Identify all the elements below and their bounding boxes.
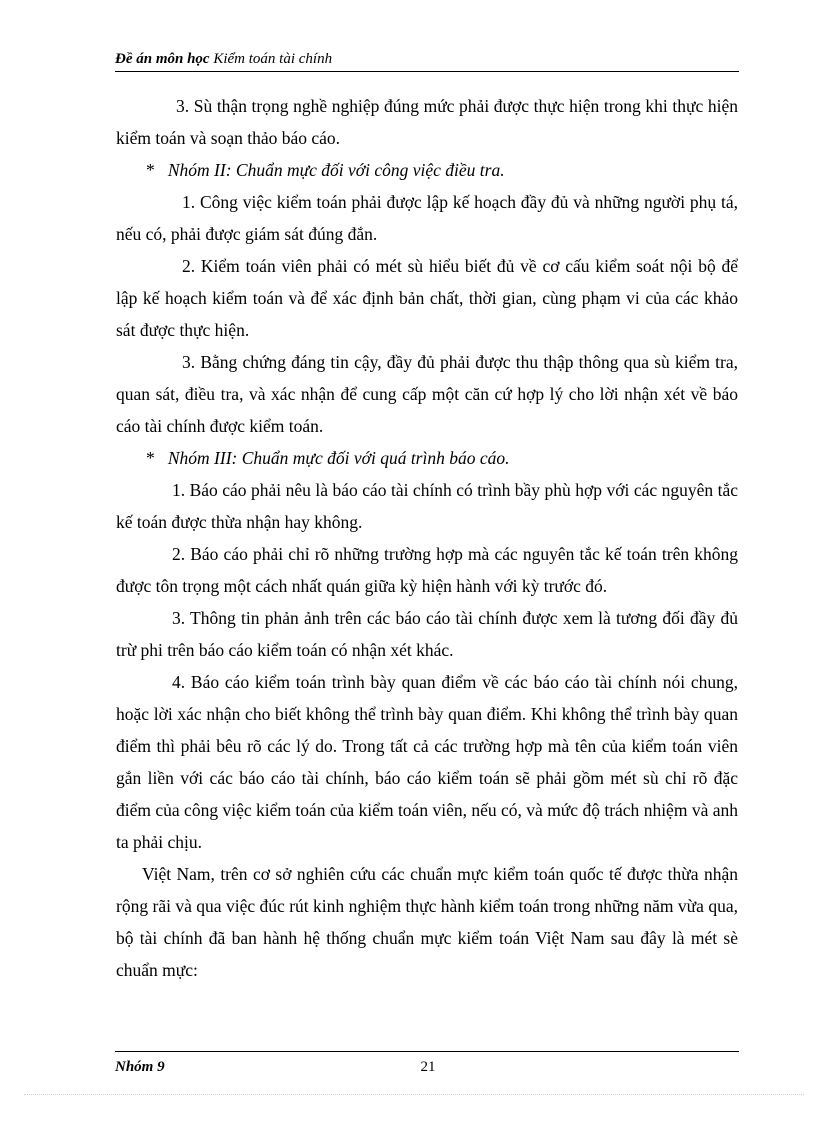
bullet-star: *	[146, 448, 155, 468]
paragraph-report-disclosure: 3. Thông tin phản ảnh trên các báo cáo tài chính được xem là tương đối đầy đủ trừ phi trên báo cáo kiểm toán có nhận xét khác.	[116, 608, 738, 660]
paragraph-vietnam-standards: Việt Nam, trên cơ sở nghiên cứu các chuẩn mực kiểm toán quốc tế được thừa nhận rộng rãi và qua việc đúc rút kinh nghiệm thực hành kiểm toán trong những năm vừa qua, bộ tài chính đã ban hành hệ thống chuẩn mực kiểm toán Việt Nam sau đây là mét sè chuẩn mực:	[116, 864, 738, 980]
document-body	[116, 90, 738, 986]
page-header	[115, 49, 739, 69]
footer-divider	[115, 1051, 739, 1052]
paragraph-internal-control: 2. Kiểm toán viên phải có mét sù hiểu biết đủ về cơ cấu kiểm soát nội bộ để lập kế hoạch kiểm toán và để xác định bản chất, thời gian, cùng phạm vi của các khảo sát được thực hiện.	[116, 256, 738, 340]
paragraph-planning: 1. Công việc kiểm toán phải được lập kế hoạch đầy đủ và những người phụ tá, nếu có, phải được giám sát đúng đắn.	[116, 192, 738, 244]
paragraph-evidence: 3. Bằng chứng đáng tin cậy, đầy đủ phải được thu thập thông qua sù kiểm tra, quan sát, điều tra, và xác nhận để cung cấp một căn cứ hợp lý cho lời nhận xét về báo cáo tài chính được kiểm toán.	[116, 352, 738, 436]
paragraph-caution: 3. Sù thận trọng nghề nghiệp đúng mức phải được thực hiện trong khi thực hiện kiểm toán và soạn thảo báo cáo.	[116, 96, 738, 148]
group-heading-2-text: Nhóm II: Chuẩn mực đối với công việc điều tra.	[167, 160, 505, 180]
bullet-star: *	[146, 160, 155, 180]
paragraph-report-consistency: 2. Báo cáo phải chỉ rõ những trường hợp mà các nguyên tắc kế toán trên không được tôn trọng một cách nhất quán giữa kỳ hiện hành với kỳ trước đó.	[116, 544, 738, 596]
header-title-bold: Đề án môn học	[115, 51, 210, 67]
header-divider	[115, 71, 739, 72]
header-title-rest: Kiểm toán tài chính	[209, 51, 333, 67]
footer-group-name: Nhóm 9	[115, 1059, 165, 1075]
paragraph-report-principles: 1. Báo cáo phải nêu là báo cáo tài chính có trình bầy phù hợp với các nguyên tắc kế toán được thừa nhận hay không.	[116, 480, 738, 532]
group-heading-2	[116, 154, 738, 186]
page-edge-divider	[24, 1094, 804, 1095]
group-heading-3	[116, 442, 738, 474]
page-number: 21	[420, 1059, 436, 1075]
group-heading-3-text: Nhóm III: Chuẩn mực đối với quá trình báo cáo.	[167, 448, 510, 468]
paragraph-report-opinion: 4. Báo cáo kiểm toán trình bày quan điểm về các báo cáo tài chính nói chung, hoặc lời xác nhận cho biết không thể trình bày quan điểm. Khi không thể trình bày quan điểm thì phải bêu rõ các lý do. Trong tất cả các trường hợp mà tên của kiểm toán viên gắn liền với các báo cáo tài chính, báo cáo kiểm toán sẽ phải gồm mét sù chỉ rõ đặc điểm của công việc kiểm toán của kiểm toán viên, nếu có, và mức độ trách nhiệm và anh ta phải chịu.	[116, 672, 738, 852]
